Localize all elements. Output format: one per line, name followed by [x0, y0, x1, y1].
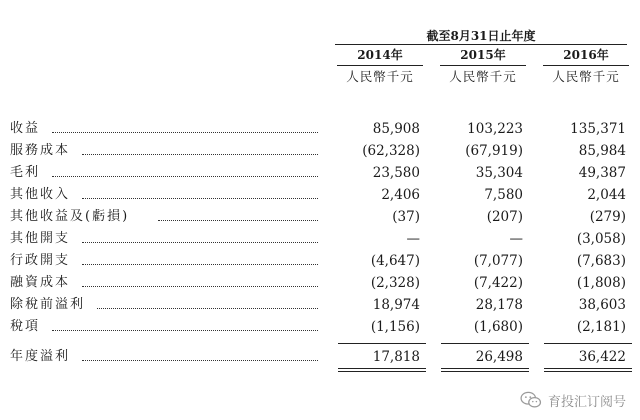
- year-rule: [543, 65, 629, 66]
- total-double-rule-2014: [338, 368, 426, 372]
- dot-leader: [97, 308, 318, 309]
- value-2015: 7,580: [484, 187, 523, 203]
- value-2015: (67,919): [465, 143, 523, 159]
- table-row: [0, 272, 640, 294]
- year-rule: [440, 65, 526, 66]
- value-2015: 26,498: [475, 349, 523, 365]
- value-2015: (7,422): [473, 275, 523, 291]
- period-header: 截至8月31日止年度: [426, 29, 536, 43]
- wechat-icon: [520, 391, 542, 409]
- dot-leader: [52, 176, 318, 177]
- value-2014: 23,580: [372, 165, 420, 181]
- total-double-rule-2015: [441, 368, 529, 372]
- dot-leader: [82, 242, 318, 243]
- dot-leader: [82, 264, 318, 265]
- value-2015: (1,680): [473, 319, 523, 335]
- table-row: [0, 140, 640, 162]
- table-row: [0, 316, 640, 338]
- value-2016: (7,683): [576, 253, 626, 269]
- table-row: [0, 228, 640, 250]
- value-2015: 35,304: [475, 165, 523, 181]
- subtotal-rule-2015: [441, 343, 529, 344]
- year-headers: [0, 47, 640, 87]
- dot-leader: [82, 286, 318, 287]
- row-label: 毛利: [10, 165, 41, 180]
- unit-label: 人民幣千元: [449, 69, 517, 84]
- value-2014: (4,647): [370, 253, 420, 269]
- value-2016: (3,058): [576, 231, 626, 247]
- year-rule: [337, 65, 423, 66]
- value-2015: 28,178: [475, 297, 523, 313]
- row-label: 除稅前溢利: [10, 297, 86, 312]
- year-label: 2015年: [460, 48, 506, 62]
- dot-leader: [82, 154, 318, 155]
- watermark-text: 育投汇订阅号: [547, 394, 626, 410]
- value-2014: (2,328): [370, 275, 420, 291]
- value-2016: (2,181): [576, 319, 626, 335]
- year-column-2016: [543, 47, 629, 85]
- row-label: 稅項: [10, 319, 41, 334]
- value-2015: (7,077): [473, 253, 523, 269]
- row-label: 其他收益及(虧損): [10, 209, 130, 224]
- dot-leader: [82, 198, 318, 199]
- dot-leader: [52, 330, 318, 331]
- subtotal-rule-2014: [338, 343, 426, 344]
- row-label: 融資成本: [10, 275, 71, 290]
- table-row: [0, 250, 640, 272]
- table-row: [0, 294, 640, 316]
- unit-label: 人民幣千元: [552, 69, 620, 84]
- period-rule: [335, 44, 627, 45]
- value-2014: 17,818: [372, 349, 420, 365]
- dot-leader: [82, 360, 318, 361]
- row-label: 年度溢利: [10, 349, 71, 364]
- value-2016: 49,387: [578, 165, 626, 181]
- unit-label: 人民幣千元: [346, 69, 414, 84]
- value-2014: (62,328): [362, 143, 420, 159]
- watermark: [520, 389, 626, 411]
- value-2015: 103,223: [467, 121, 523, 137]
- total-double-rule-2016: [544, 368, 632, 372]
- value-2014: (1,156): [370, 319, 420, 335]
- row-label: 收益: [10, 121, 41, 136]
- dot-leader: [52, 132, 318, 133]
- value-2016: (279): [589, 209, 626, 225]
- value-2016: 135,371: [570, 121, 626, 137]
- value-2014: —: [406, 231, 420, 247]
- value-2015: —: [509, 231, 523, 247]
- table-row: [0, 184, 640, 206]
- value-2016: 2,044: [587, 187, 626, 203]
- year-column-2015: [440, 47, 526, 85]
- value-2016: (1,808): [576, 275, 626, 291]
- value-2016: 36,422: [578, 349, 626, 365]
- table-row: [0, 118, 640, 140]
- value-2014: 85,908: [372, 121, 420, 137]
- dot-leader: [158, 220, 318, 221]
- value-2014: 2,406: [381, 187, 420, 203]
- year-label: 2014年: [357, 48, 403, 62]
- value-2014: 18,974: [372, 297, 420, 313]
- value-2014: (37): [392, 209, 420, 225]
- row-label: 其他收入: [10, 187, 71, 202]
- row-label: 其他開支: [10, 231, 71, 246]
- value-2015: (207): [486, 209, 523, 225]
- table-row: [0, 206, 640, 228]
- value-2016: 85,984: [578, 143, 626, 159]
- table-row-total: [0, 346, 640, 368]
- year-column-2014: [337, 47, 423, 85]
- row-label: 服務成本: [10, 143, 71, 158]
- subtotal-rule-2016: [544, 343, 632, 344]
- year-label: 2016年: [563, 48, 609, 62]
- table-row: [0, 162, 640, 184]
- value-2016: 38,603: [578, 297, 626, 313]
- row-label: 行政開支: [10, 253, 71, 268]
